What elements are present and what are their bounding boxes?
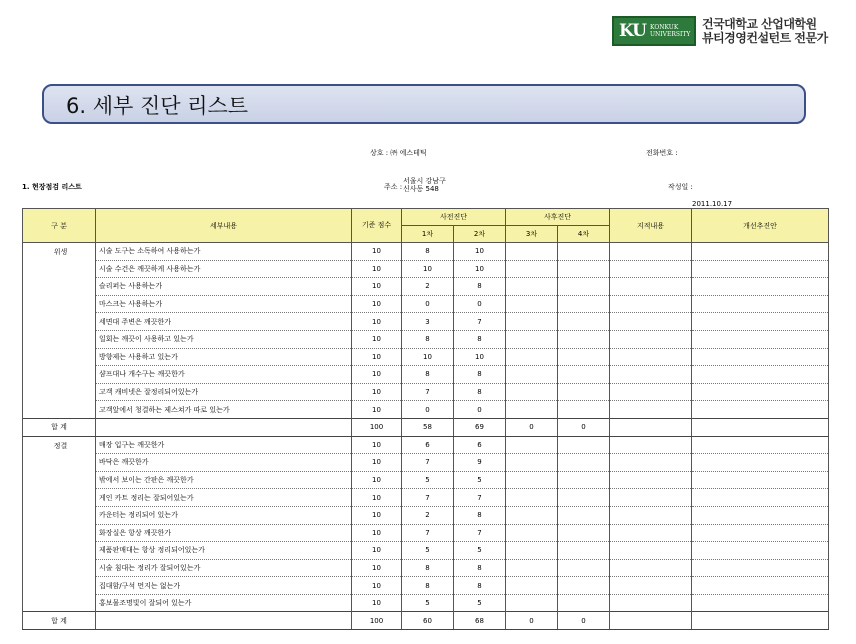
item-cell: 바닥은 깨끗한가 [96, 454, 352, 472]
col-post-diag: 사후진단 [506, 209, 610, 226]
base-score-cell: 10 [352, 295, 402, 313]
round3-cell [506, 542, 558, 560]
round3-cell [506, 260, 558, 278]
total-round1-cell: 60 [402, 612, 454, 630]
round2-cell: 8 [454, 506, 506, 524]
round4-cell [558, 330, 610, 348]
base-score-cell: 10 [352, 401, 402, 419]
item-cell: 제품판매대는 항상 정리되어있는가 [96, 542, 352, 560]
table-body [23, 243, 829, 630]
table-row [23, 489, 829, 507]
round2-cell: 5 [454, 471, 506, 489]
date-value: 2011.10.17 [692, 200, 733, 208]
col-remark: 지적내용 [610, 209, 692, 243]
round4-cell [558, 383, 610, 401]
base-score-cell: 10 [352, 454, 402, 472]
round1-cell: 0 [402, 401, 454, 419]
table-row [23, 401, 829, 419]
table-row [23, 383, 829, 401]
round2-cell: 10 [454, 243, 506, 261]
remark-cell [610, 330, 692, 348]
remark-cell [610, 542, 692, 560]
round1-cell: 5 [402, 594, 454, 612]
table-row [23, 313, 829, 331]
item-cell: 방향제는 사용하고 있는가 [96, 348, 352, 366]
round2-cell: 8 [454, 559, 506, 577]
col-round-2: 2차 [454, 226, 506, 243]
round2-cell: 5 [454, 594, 506, 612]
base-score-cell: 10 [352, 260, 402, 278]
item-cell: 홍보물조명빛이 잘되어 있는가 [96, 594, 352, 612]
round4-cell [558, 506, 610, 524]
round1-cell: 3 [402, 313, 454, 331]
round3-cell [506, 348, 558, 366]
round3-cell [506, 489, 558, 507]
remark-cell [610, 489, 692, 507]
remark-cell [610, 577, 692, 595]
round4-cell [558, 243, 610, 261]
total-item-cell [96, 418, 352, 436]
table-row [23, 243, 829, 261]
round2-cell: 8 [454, 330, 506, 348]
round3-cell [506, 313, 558, 331]
round2-cell: 5 [454, 542, 506, 560]
page-title: 6. 세부 진단 리스트 [66, 94, 249, 118]
col-round-4: 4차 [558, 226, 610, 243]
table-row [23, 278, 829, 296]
improve-cell [692, 401, 829, 419]
ku-badge-sub [650, 24, 690, 38]
section-title [22, 182, 82, 192]
table-row [23, 436, 829, 454]
total-remark-cell [610, 418, 692, 436]
base-score-cell: 10 [352, 330, 402, 348]
remark-cell [610, 524, 692, 542]
konkuk-logo [612, 16, 828, 46]
improve-cell [692, 348, 829, 366]
round2-cell: 10 [454, 348, 506, 366]
total-round3-cell: 0 [506, 418, 558, 436]
col-round-1: 1차 [402, 226, 454, 243]
ku-badge-sub-2: UNIVERSITY [650, 31, 691, 38]
base-score-cell: 10 [352, 471, 402, 489]
remark-cell [610, 366, 692, 384]
round1-cell: 2 [402, 506, 454, 524]
remark-cell [610, 436, 692, 454]
improve-cell [692, 577, 829, 595]
round3-cell [506, 577, 558, 595]
round1-cell: 8 [402, 559, 454, 577]
address-label: 주소 : [384, 183, 403, 191]
base-score-cell: 10 [352, 577, 402, 595]
round1-cell: 7 [402, 524, 454, 542]
round4-cell [558, 577, 610, 595]
round1-cell: 7 [402, 489, 454, 507]
total-label-cell: 합 계 [23, 418, 96, 436]
address-line-1: 서울시 강남구 [403, 177, 446, 185]
round1-cell: 10 [402, 348, 454, 366]
item-cell: 밖에서 보이는 간판은 깨끗한가 [96, 471, 352, 489]
item-cell: 마스크는 사용하는가 [96, 295, 352, 313]
remark-cell [610, 243, 692, 261]
col-round-3: 3차 [506, 226, 558, 243]
remark-cell [610, 401, 692, 419]
total-label-cell: 합 계 [23, 612, 96, 630]
table-row [23, 542, 829, 560]
category-cell: 정결 [23, 436, 96, 612]
category-cell: 위생 [23, 243, 96, 419]
total-round4-cell: 0 [558, 418, 610, 436]
round3-cell [506, 471, 558, 489]
round2-cell: 0 [454, 295, 506, 313]
round3-cell [506, 506, 558, 524]
item-cell: 고객앞에서 청결하는 제스쳐가 따로 있는가 [96, 401, 352, 419]
remark-cell [610, 594, 692, 612]
round2-cell: 9 [454, 454, 506, 472]
round3-cell [506, 436, 558, 454]
section-title-text: 1. 현장점검 리스트 [22, 183, 82, 191]
round1-cell: 10 [402, 260, 454, 278]
improve-cell [692, 542, 829, 560]
table-row [23, 330, 829, 348]
round1-cell: 2 [402, 278, 454, 296]
table-row [23, 577, 829, 595]
address-line-2: 신사동 548 [403, 185, 439, 193]
improve-cell [692, 436, 829, 454]
total-base-cell: 100 [352, 418, 402, 436]
base-score-cell: 10 [352, 524, 402, 542]
item-cell: 시술 도구는 소독하여 사용하는가 [96, 243, 352, 261]
round2-cell: 8 [454, 577, 506, 595]
total-remark-cell [610, 612, 692, 630]
improve-cell [692, 594, 829, 612]
round4-cell [558, 436, 610, 454]
round4-cell [558, 594, 610, 612]
table-row [23, 471, 829, 489]
item-cell: 샴프대나 개수구는 깨끗한가 [96, 366, 352, 384]
total-row [23, 612, 829, 630]
round1-cell: 7 [402, 454, 454, 472]
round4-cell [558, 260, 610, 278]
round2-cell: 6 [454, 436, 506, 454]
table-row [23, 594, 829, 612]
improve-cell [692, 506, 829, 524]
round3-cell [506, 278, 558, 296]
item-cell: 일회는 깨끗이 사용하고 있는가 [96, 330, 352, 348]
base-score-cell: 10 [352, 559, 402, 577]
shop-value: ㈜ 에스테틱 [390, 149, 427, 157]
remark-cell [610, 383, 692, 401]
improve-cell [692, 330, 829, 348]
round4-cell [558, 366, 610, 384]
item-cell: 집대함/구석 먼지는 없는가 [96, 577, 352, 595]
round4-cell [558, 559, 610, 577]
diagnosis-table [22, 208, 829, 630]
phone-label: 전화번호 : [646, 149, 678, 157]
total-round2-cell: 68 [454, 612, 506, 630]
col-base-score: 기준 점수 [352, 209, 402, 243]
total-base-cell: 100 [352, 612, 402, 630]
item-cell: 고객 캐비넷은 잘정리되어있는가 [96, 383, 352, 401]
col-category: 구 분 [23, 209, 96, 243]
total-improve-cell [692, 418, 829, 436]
round2-cell: 8 [454, 278, 506, 296]
table-row [23, 348, 829, 366]
base-score-cell: 10 [352, 348, 402, 366]
remark-cell [610, 278, 692, 296]
improve-cell [692, 366, 829, 384]
remark-cell [610, 471, 692, 489]
item-cell: 시술 침대는 정리가 잘되어있는가 [96, 559, 352, 577]
total-round4-cell: 0 [558, 612, 610, 630]
improve-cell [692, 243, 829, 261]
item-cell: 카운터는 정리되어 있는가 [96, 506, 352, 524]
item-cell: 게인 카트 정리는 잘되어있는가 [96, 489, 352, 507]
round3-cell [506, 383, 558, 401]
table-row [23, 559, 829, 577]
round3-cell [506, 524, 558, 542]
round4-cell [558, 524, 610, 542]
table-row [23, 366, 829, 384]
round4-cell [558, 348, 610, 366]
improve-cell [692, 489, 829, 507]
round1-cell: 6 [402, 436, 454, 454]
col-pre-diag: 사전진단 [402, 209, 506, 226]
remark-cell [610, 260, 692, 278]
base-score-cell: 10 [352, 243, 402, 261]
table-row [23, 506, 829, 524]
round4-cell [558, 489, 610, 507]
address-value [403, 177, 446, 193]
base-score-cell: 10 [352, 506, 402, 524]
table-row [23, 260, 829, 278]
table-row [23, 295, 829, 313]
round3-cell [506, 295, 558, 313]
title-banner [42, 84, 806, 124]
table-row [23, 454, 829, 472]
item-cell: 세면대 주변은 깨끗한가 [96, 313, 352, 331]
round1-cell: 8 [402, 243, 454, 261]
round3-cell [506, 401, 558, 419]
ku-badge [612, 16, 696, 46]
ku-badge-sub-1: KONKUK [650, 24, 679, 31]
round3-cell [506, 559, 558, 577]
improve-cell [692, 454, 829, 472]
round2-cell: 7 [454, 524, 506, 542]
remark-cell [610, 295, 692, 313]
round1-cell: 7 [402, 383, 454, 401]
improve-cell [692, 524, 829, 542]
logo-line-2: 뷰티경영컨설턴트 전문가 [702, 31, 828, 45]
round2-cell: 8 [454, 366, 506, 384]
base-score-cell: 10 [352, 436, 402, 454]
base-score-cell: 10 [352, 542, 402, 560]
round1-cell: 8 [402, 577, 454, 595]
round4-cell [558, 454, 610, 472]
improve-cell [692, 278, 829, 296]
item-cell: 시술 수건은 깨끗하게 사용하는가 [96, 260, 352, 278]
round1-cell: 5 [402, 542, 454, 560]
base-score-cell: 10 [352, 594, 402, 612]
round4-cell [558, 471, 610, 489]
round4-cell [558, 313, 610, 331]
ku-letters: KU [619, 21, 646, 41]
improve-cell [692, 471, 829, 489]
total-round1-cell: 58 [402, 418, 454, 436]
remark-cell [610, 559, 692, 577]
round2-cell: 7 [454, 313, 506, 331]
item-cell: 매장 입구는 깨끗한가 [96, 436, 352, 454]
item-cell: 화장실은 항상 깨끗한가 [96, 524, 352, 542]
item-cell: 슬리퍼는 사용하는가 [96, 278, 352, 296]
total-row [23, 418, 829, 436]
logo-line-1: 건국대학교 산업대학원 [702, 17, 817, 31]
round2-cell: 10 [454, 260, 506, 278]
base-score-cell: 10 [352, 313, 402, 331]
improve-cell [692, 313, 829, 331]
round2-cell: 7 [454, 489, 506, 507]
date-label: 작성일 : [668, 183, 693, 191]
shop-label: 상호 : [370, 149, 389, 157]
round3-cell [506, 366, 558, 384]
round3-cell [506, 330, 558, 348]
round4-cell [558, 542, 610, 560]
total-round2-cell: 69 [454, 418, 506, 436]
improve-cell [692, 383, 829, 401]
remark-cell [610, 506, 692, 524]
round4-cell [558, 401, 610, 419]
round3-cell [506, 243, 558, 261]
base-score-cell: 10 [352, 383, 402, 401]
col-detail: 세부내용 [96, 209, 352, 243]
round4-cell [558, 295, 610, 313]
round3-cell [506, 594, 558, 612]
total-improve-cell [692, 612, 829, 630]
round1-cell: 8 [402, 330, 454, 348]
round2-cell: 8 [454, 383, 506, 401]
col-improve: 개선추진안 [692, 209, 829, 243]
total-round3-cell: 0 [506, 612, 558, 630]
improve-cell [692, 295, 829, 313]
improve-cell [692, 260, 829, 278]
shop-info [370, 148, 427, 158]
round1-cell: 0 [402, 295, 454, 313]
base-score-cell: 10 [352, 366, 402, 384]
total-item-cell [96, 612, 352, 630]
remark-cell [610, 454, 692, 472]
base-score-cell: 10 [352, 278, 402, 296]
table-row [23, 524, 829, 542]
base-score-cell: 10 [352, 489, 402, 507]
round1-cell: 5 [402, 471, 454, 489]
remark-cell [610, 313, 692, 331]
round2-cell: 0 [454, 401, 506, 419]
round1-cell: 8 [402, 366, 454, 384]
round4-cell [558, 278, 610, 296]
logo-text [702, 17, 828, 45]
remark-cell [610, 348, 692, 366]
improve-cell [692, 559, 829, 577]
round3-cell [506, 454, 558, 472]
